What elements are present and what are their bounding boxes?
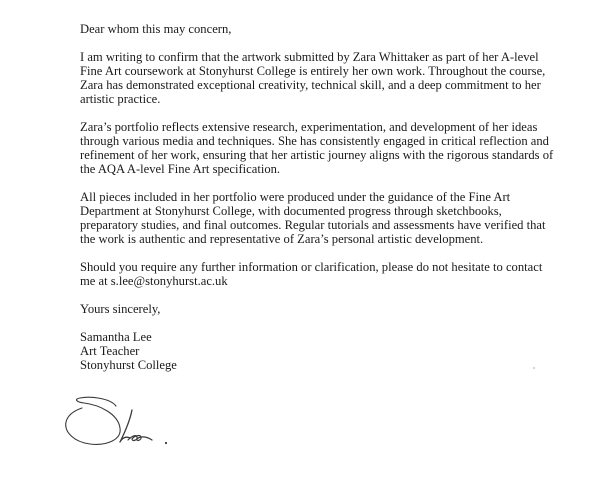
text-line: Zara has demonstrated exceptional creativity, technical skill, and a deep commitment to her xyxy=(80,78,541,92)
text-line: the work is authentic and representative of Zara’s personal artistic development. xyxy=(80,232,484,246)
paragraph-portfolio xyxy=(80,120,580,176)
text-line: I am writing to confirm that the artwork submitted by Zara Whittaker as part of her A-level xyxy=(80,50,539,64)
closing: Yours sincerely, xyxy=(80,302,161,316)
signature-icon xyxy=(60,392,180,454)
text-line: me at s.lee@stonyhurst.ac.uk xyxy=(80,274,228,288)
text-line: Fine Art coursework at Stonyhurst College is entirely her own work. Throughout the course, xyxy=(80,64,546,78)
paragraph-guidance xyxy=(80,190,580,246)
signer-title: Art Teacher xyxy=(80,344,140,358)
signature-l-stroke xyxy=(120,410,132,442)
letter-body xyxy=(80,22,580,386)
text-line: Zara’s portfolio reflects extensive research, experimentation, and development of her ideas xyxy=(80,120,538,134)
scan-speck xyxy=(533,367,535,369)
text-line: Should you require any further information or clarification, please do not hesitate to contact xyxy=(80,260,543,274)
text-line: artistic practice. xyxy=(80,92,161,106)
text-line: All pieces included in her portfolio were produced under the guidance of the Fine Art xyxy=(80,190,511,204)
text-line: through various media and techniques. She has consistently engaged in critical reflection and xyxy=(80,134,549,148)
signer-organization: Stonyhurst College xyxy=(80,358,177,372)
text-line: the AQA A-level Fine Art specification. xyxy=(80,162,281,176)
text-line: preparatory studies, and final outcomes. Regular tutorials and assessments have verified that xyxy=(80,218,546,232)
paragraph-confirmation xyxy=(80,50,580,106)
paragraph-contact xyxy=(80,260,580,288)
signer-name: Samantha Lee xyxy=(80,330,152,344)
text-line: refinement of her work, ensuring that her artistic journey aligns with the rigorous standards of xyxy=(80,148,554,162)
text-line: Department at Stonyhurst College, with documented progress through sketchbooks, xyxy=(80,204,502,218)
signature-loop-stroke xyxy=(66,397,120,444)
signature-dot xyxy=(165,442,167,444)
signature-ee-stroke xyxy=(128,436,152,441)
signer-block xyxy=(80,330,580,372)
salutation: Dear whom this may concern, xyxy=(80,22,232,36)
